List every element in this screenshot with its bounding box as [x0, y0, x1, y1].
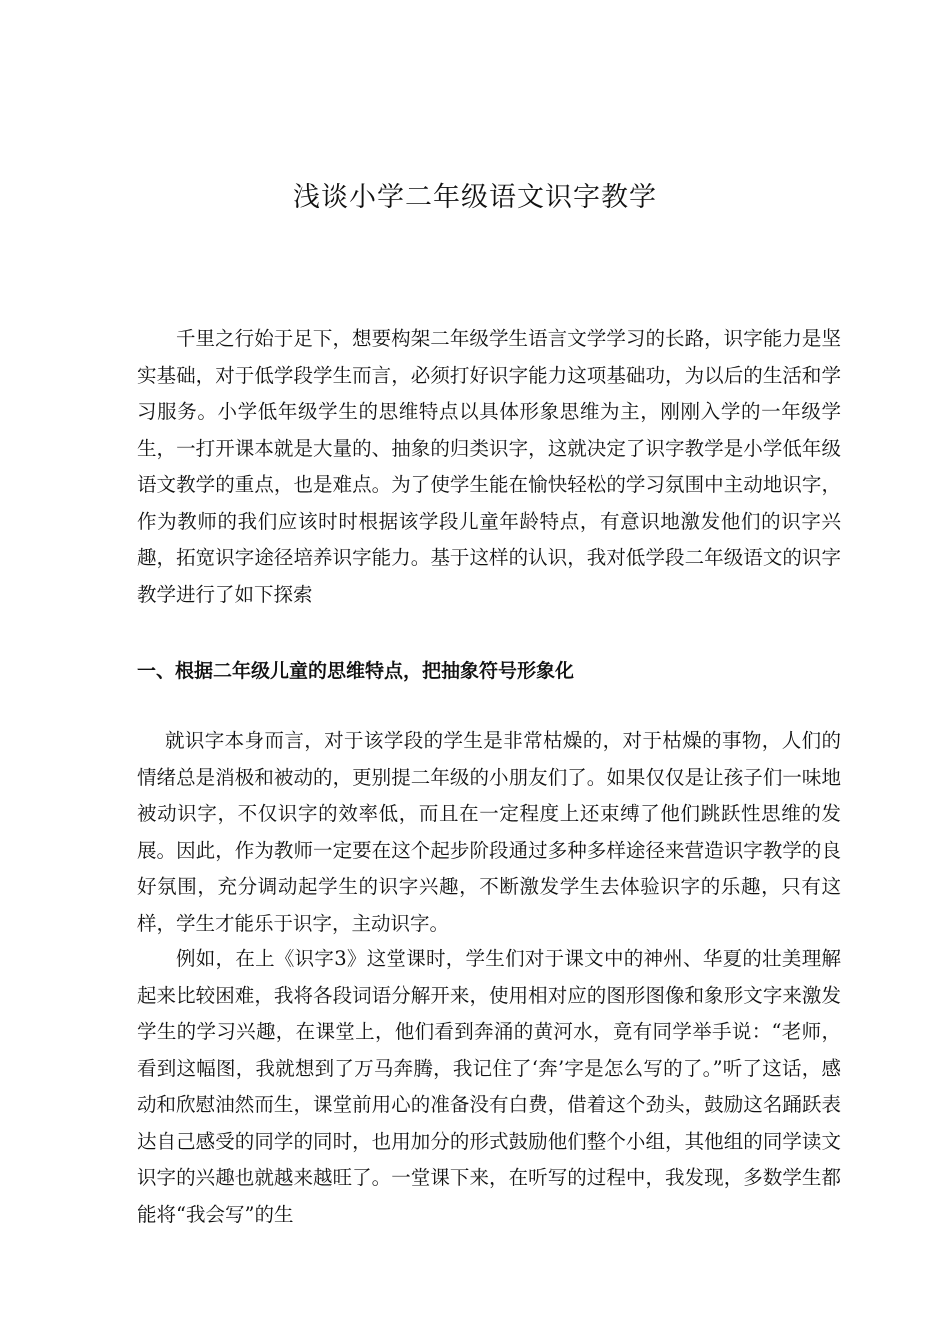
- document-title: 浅谈小学二年级语文识字教学: [293, 182, 657, 213]
- section-heading: 一、根据二年级儿童的思维特点，把抽象符号形象化: [137, 660, 575, 682]
- body-paragraph: 就识字本身而言，对于该学段的学生是非常枯燥的，对于枯燥的事物，人们的情绪总是消极和被动的，更别提二年级的小朋友们了。如果仅仅是让孩子们一味地被动识字，不仅识字的效率低，而且在一定程度上还束缚了他们跳跃性思维的发展。因此，作为教师一定要在这个起步阶段通过多种多样途径来营造识字教学的良好氛围，充分调动起学生的识字兴趣，不断激发学生去体验识字的乐趣，只有这样，学生才能乐于识字，主动识字。: [137, 729, 841, 935]
- body-paragraph: 例如，在上《识字3》这堂课时，学生们对于课文中的神州、华夏的壮美理解起来比较困难，我将各段词语分解开来，使用相对应的图形图像和象形文字来激发学生的学习兴趣，在课堂上，他们看到奔涌的黄河水，竟有同学举手说：“老师，看到这幅图，我就想到了万马奔腾，我记住了‘奔’字是怎么写的了。”听了这话，感动和欣慰油然而生，课堂前用心的准备没有白费，借着这个劲头，鼓励这名踊跃表达自己感受的同学的同时，也用加分的形式鼓励他们整个小组，其他组的同学读文识字的兴趣也就越来越旺了。一堂课下来，在听写的过程中，我发现，多数学生都能将“我会写”的生: [137, 947, 841, 1226]
- intro-paragraph: 千里之行始于足下，想要构架二年级学生语言文学学习的长路，识字能力是坚实基础，对于低学段学生而言，必须打好识字能力这项基础功，为以后的生活和学习服务。小学低年级学生的思维特点以具体形象思维为主，刚刚入学的一年级学生，一打开课本就是大量的、抽象的归类识字，这就决定了识字教学是小学低年级语文教学的重点，也是难点。为了使学生能在愉快轻松的学习氛围中主动地识字，作为教师的我们应该时时根据该学段儿童年龄特点，有意识地激发他们的识字兴趣，拓宽识字途径培养识字能力。基于这样的认识，我对低学段二年级语文的识字教学进行了如下探索: [137, 327, 841, 606]
